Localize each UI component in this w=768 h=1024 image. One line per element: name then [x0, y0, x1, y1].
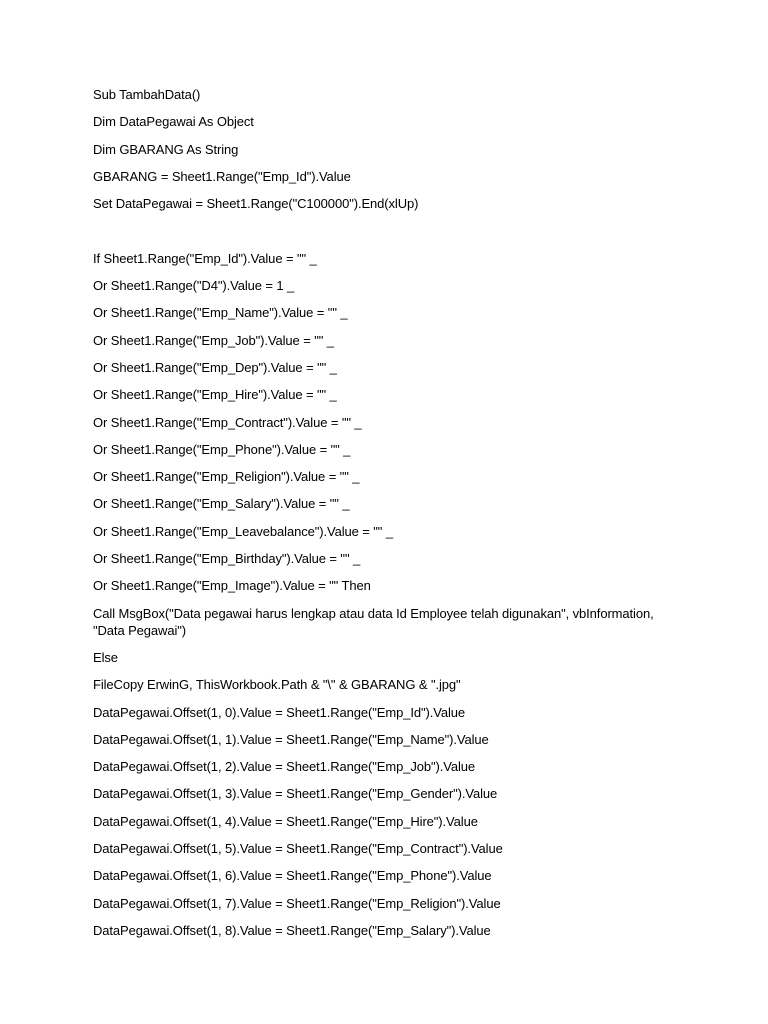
code-line: Set DataPegawai = Sheet1.Range("C100000").End(xlUp): [93, 196, 419, 212]
vba-code-block: [93, 86, 693, 949]
code-line: Or Sheet1.Range("Emp_Hire").Value = "" _: [93, 387, 337, 403]
code-line: Or Sheet1.Range("Emp_Dep").Value = "" _: [93, 359, 337, 375]
code-line: DataPegawai.Offset(1, 1).Value = Sheet1.Range("Emp_Name").Value: [93, 731, 489, 747]
code-line: Or Sheet1.Range("Emp_Job").Value = "" _: [93, 332, 334, 348]
code-line: Or Sheet1.Range("Emp_Salary").Value = "" _: [93, 496, 350, 512]
code-line: DataPegawai.Offset(1, 7).Value = Sheet1.Range("Emp_Religion").Value: [93, 895, 501, 911]
code-line: DataPegawai.Offset(1, 8).Value = Sheet1.Range("Emp_Salary").Value: [93, 922, 491, 938]
code-line: Or Sheet1.Range("Emp_Phone").Value = "" _: [93, 441, 351, 457]
code-line: Or Sheet1.Range("Emp_Leavebalance").Value = "" _: [93, 523, 393, 539]
code-line: GBARANG = Sheet1.Range("Emp_Id").Value: [93, 168, 351, 184]
code-line: Or Sheet1.Range("Emp_Image").Value = "" Then: [93, 578, 371, 594]
code-line: Or Sheet1.Range("Emp_Birthday").Value = "" _: [93, 551, 361, 567]
code-line: DataPegawai.Offset(1, 6).Value = Sheet1.Range("Emp_Phone").Value: [93, 868, 492, 884]
code-line: DataPegawai.Offset(1, 2).Value = Sheet1.Range("Emp_Job").Value: [93, 759, 476, 775]
code-line: If Sheet1.Range("Emp_Id").Value = "" _: [93, 250, 317, 266]
code-line: DataPegawai.Offset(1, 3).Value = Sheet1.Range("Emp_Gender").Value: [93, 786, 498, 802]
code-line: Or Sheet1.Range("D4").Value = 1 _: [93, 278, 295, 294]
code-line: Or Sheet1.Range("Emp_Contract").Value = "" _: [93, 414, 362, 430]
code-line: Call MsgBox("Data pegawai harus lengkap atau data Id Employee telah digunakan", vbInformation, "Data Pegawai"): [93, 605, 658, 638]
code-line: DataPegawai.Offset(1, 4).Value = Sheet1.Range("Emp_Hire").Value: [93, 813, 478, 829]
code-line: FileCopy ErwinG, ThisWorkbook.Path & "\" & GBARANG & ".jpg": [93, 677, 461, 693]
code-line: DataPegawai.Offset(1, 0).Value = Sheet1.Range("Emp_Id").Value: [93, 704, 466, 720]
blank-line: [93, 222, 693, 239]
code-line: Dim GBARANG As String: [93, 141, 239, 157]
code-line: DataPegawai.Offset(1, 5).Value = Sheet1.Range("Emp_Contract").Value: [93, 841, 503, 857]
code-line: Or Sheet1.Range("Emp_Religion").Value = "" _: [93, 469, 360, 485]
code-line: Else: [93, 649, 118, 665]
code-line: Sub TambahData(): [93, 87, 201, 102]
code-line: Dim DataPegawai As Object: [93, 114, 254, 130]
code-line: Or Sheet1.Range("Emp_Name").Value = "" _: [93, 305, 348, 321]
